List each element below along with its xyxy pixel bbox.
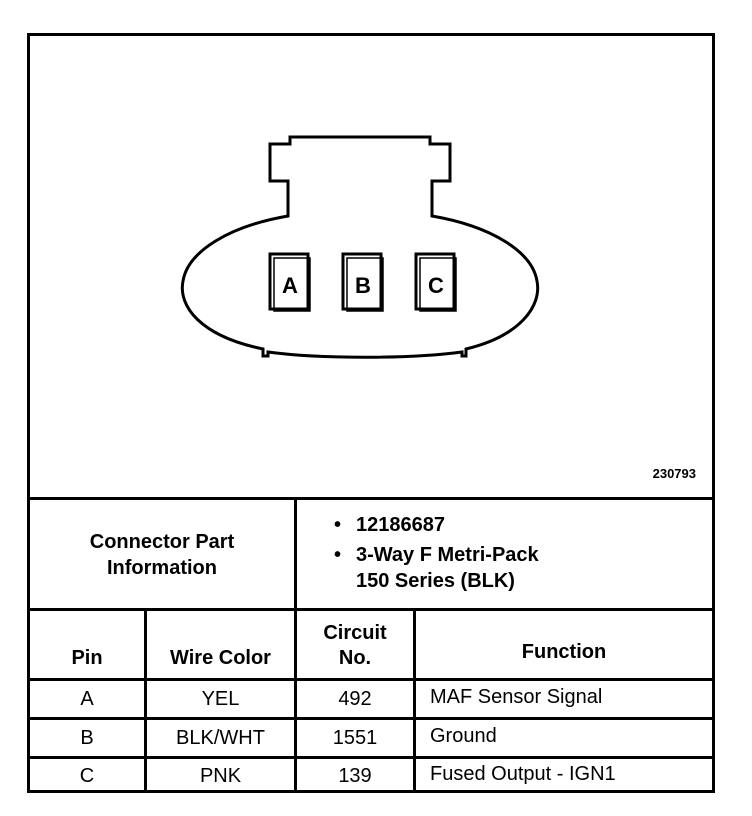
- row-a-wire-color: YEL: [201, 687, 240, 710]
- part-info-label: [30, 502, 294, 608]
- header-pin: Pin: [71, 646, 103, 669]
- row-b-wire-color: BLK/WHT: [176, 726, 265, 749]
- part-info-list: [330, 512, 710, 598]
- row-c-wire-color: PNK: [199, 764, 242, 787]
- part-type-line1: • 3-Way F Metri-Pack: [356, 544, 539, 566]
- row-b-pin: B: [80, 726, 94, 749]
- header-wire-color: Wire Color: [170, 646, 271, 669]
- header-circuit-line2: No.: [338, 647, 372, 669]
- row-c-circuit: 139: [338, 764, 372, 787]
- part-number: 12186687: [356, 514, 445, 536]
- connector-drawing: [30, 36, 712, 500]
- header-circuit-line1: Circuit: [323, 622, 387, 644]
- row-c-function: Fused Output - IGN1: [430, 762, 616, 785]
- part-info-label-line2: Information: [107, 557, 217, 579]
- pin-label-c: C: [428, 273, 444, 298]
- row-b-function: Ground: [430, 724, 497, 747]
- header-circuit: [297, 614, 413, 678]
- pin-label-a: A: [282, 273, 298, 298]
- divider-drawing: [30, 497, 712, 500]
- row-a-pin: A: [80, 687, 94, 710]
- pin-label-b: B: [355, 273, 371, 298]
- header-function: Function: [521, 640, 607, 663]
- divider-table-top: [30, 608, 712, 611]
- row-a-function: MAF Sensor Signal: [430, 685, 603, 708]
- connector-sheet: [27, 33, 715, 793]
- figure-number: 230793: [652, 466, 696, 481]
- row-a-circuit: 492: [338, 687, 372, 710]
- row-c-pin: C: [79, 764, 95, 787]
- row-b-circuit: 1551: [332, 726, 378, 749]
- connector-face-svg: [30, 36, 712, 500]
- part-type-line2: 150 Series (BLK): [356, 570, 515, 592]
- divider-part-info: [294, 500, 297, 609]
- part-info-label-line1: Connector Part: [89, 531, 235, 553]
- connector-housing-outline: [182, 137, 537, 357]
- part-type-item: [330, 542, 710, 594]
- part-number-item: [330, 512, 710, 538]
